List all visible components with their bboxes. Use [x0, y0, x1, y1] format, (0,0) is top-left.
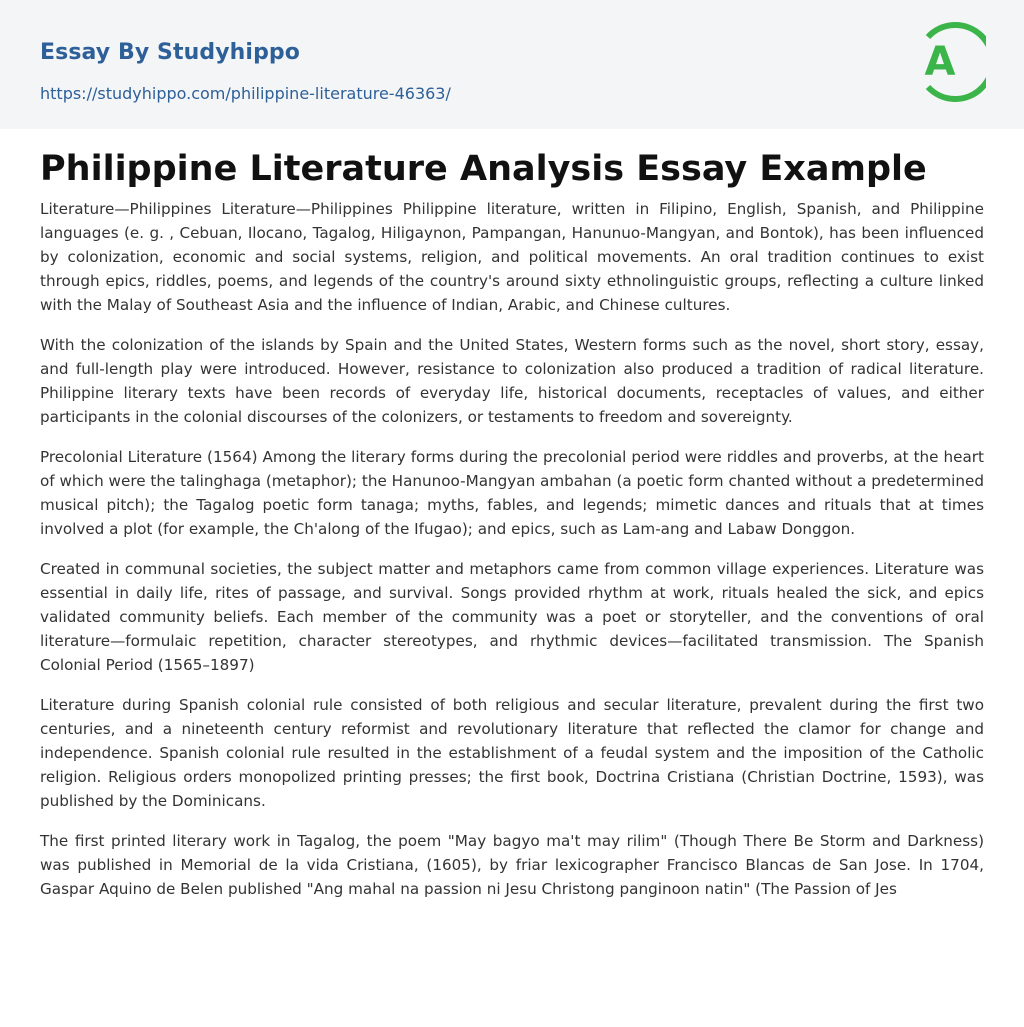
article-paragraph: Literature during Spanish colonial rule consisted of both religious and secular literature, prevalent during the first two centuries, and a nineteenth century reformist and revolutionary literature that reflected the clamor for change and independence. Spanish colonial rule resulted in the establishment of a feudal system and the imposition of the Catholic religion. Religious orders monopolized printing presses; the first book, Doctrina Cristiana (Christian Doctrine, 1593), was published by the Dominicans.: [40, 696, 984, 810]
source-url-link[interactable]: https://studyhippo.com/philippine-literature-46363/: [40, 84, 451, 103]
studyhippo-logo-icon[interactable]: [914, 18, 986, 106]
article: [0, 147, 1024, 901]
page-title: Philippine Literature Analysis Essay Example: [40, 149, 927, 189]
logo-letter: A: [924, 39, 956, 85]
site-header: [0, 0, 1024, 129]
article-paragraph: Created in communal societies, the subject matter and metaphors came from common village experiences. Literature was essential in daily life, rites of passage, and survival. Songs provided rhythm at work, rituals healed the sick, and epics validated community beliefs. Each member of the community was a poet or storyteller, and the conventions of oral literature—formulaic repetition, character stereotypes, and rhythmic devices—facilitated transmission. The Spanish Colonial Period (1565–1897): [40, 560, 984, 674]
article-paragraph: Literature—Philippines Literature—Philippines Philippine literature, written in Filipino, English, Spanish, and Philippine languages (e. g. , Cebuan, Ilocano, Tagalog, Hiligaynon, Pampangan, Hanunuo-Mangyan, and Bontok), has been influenced by colonization, economic and social systems, religion, and political movements. An oral tradition continues to exist through epics, riddles, poems, and legends of the country's around sixty ethnolinguistic groups, reflecting a culture linked with the Malay of Southeast Asia and the influence of Indian, Arabic, and Chinese cultures.: [40, 200, 984, 314]
site-title[interactable]: Essay By Studyhippo: [40, 40, 300, 65]
article-paragraph: The first printed literary work in Tagalog, the poem "May bagyo ma't may rilim" (Though There Be Storm and Darkness) was published in Memorial de la vida Cristiana, (1605), by friar lexicographer Francisco Blancas de San Jose. In 1704, Gaspar Aquino de Belen published "Ang mahal na passion ni Jesu Christong panginoon natin" (The Passion of Jes: [40, 832, 984, 898]
article-paragraph: With the colonization of the islands by Spain and the United States, Western forms such as the novel, short story, essay, and full-length play were introduced. However, resistance to colonization also produced a tradition of radical literature. Philippine literary texts have been records of everyday life, historical documents, receptacles of values, and either participants in the colonial discourses of the colonizers, or testaments to freedom and sovereignty.: [40, 336, 984, 426]
article-paragraph: Precolonial Literature (1564) Among the literary forms during the precolonial period were riddles and proverbs, at the heart of which were the talinghaga (metaphor); the Hanunoo-Mangyan ambahan (a poetic form chanted without a predetermined musical pitch); the Tagalog poetic form tanaga; myths, fables, and legends; mimetic dances and rituals that at times involved a plot (for example, the Ch'along of the Ifugao); and epics, such as Lam-ang and Labaw Donggon.: [40, 448, 984, 538]
